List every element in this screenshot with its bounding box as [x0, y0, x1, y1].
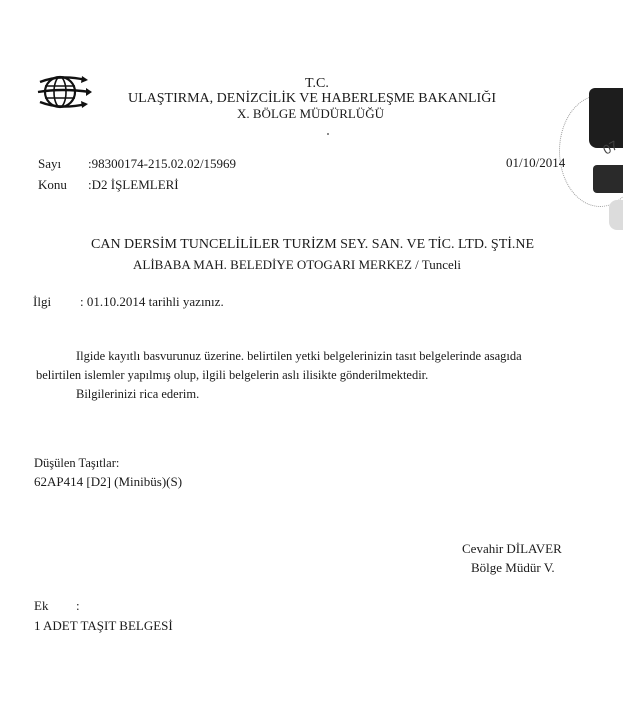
stamp-text: 07: [599, 137, 620, 158]
attachment-item: 1 ADET TAŞIT BELGESİ: [34, 618, 173, 633]
attachment-label: Ek: [34, 598, 49, 613]
body-line-1: Ilgide kayıtlı basvurunuz üzerine. belirtilen yetki belgelerinizin tasıt belgelerinde asagıda: [76, 349, 522, 363]
stamp-ink-blot: [589, 88, 623, 148]
ilgi-value: : 01.10.2014 tarihli yazınız.: [80, 294, 224, 309]
signatory-name: Cevahir DİLAVER: [462, 541, 562, 556]
signatory-title: Bölge Müdür V.: [471, 560, 555, 575]
header-ministry: ULAŞTIRMA, DENİZCİLİK VE HABERLEŞME BAKANLIĞI: [128, 91, 496, 106]
body-line-2: belirtilen islemler yapılmış olup, ilgili belgelerin aslı ilisikte gönderilmektedir.: [36, 368, 429, 382]
ilgi-label: İlgi: [33, 294, 52, 309]
header-tc: T.C.: [305, 76, 329, 91]
stamp-edge: [609, 200, 623, 230]
addressee-address: ALİBABA MAH. BELEDİYE OTOGARI MERKEZ / Tunceli: [133, 257, 462, 272]
sayi-value: :98300174-215.02.02/15969: [88, 156, 237, 171]
vehicles-title: Düşülen Taşıtlar:: [34, 456, 120, 470]
konu-label: Konu: [38, 177, 67, 192]
ink-dot: [327, 133, 329, 135]
attachment-colon: :: [76, 598, 80, 613]
globe-arrows-icon: [36, 70, 92, 114]
addressee-company: CAN DERSİM TUNCELİLİLER TURİZM SEY. SAN. VE TİC. LTD. ŞTİ.NE: [91, 237, 535, 252]
vehicle-item: 62AP414 [D2] (Minibüs)(S): [34, 474, 183, 489]
document-date: 01/10/2014: [506, 155, 566, 170]
sayi-label: Sayı: [38, 156, 62, 171]
stamp-ink-blot-lower: [593, 165, 623, 193]
body-closing: Bilgilerinizi rica ederim.: [76, 387, 200, 401]
konu-value: :D2 İŞLEMLERİ: [88, 177, 179, 192]
header-directorate: X. BÖLGE MÜDÜRLÜĞÜ: [237, 106, 384, 121]
